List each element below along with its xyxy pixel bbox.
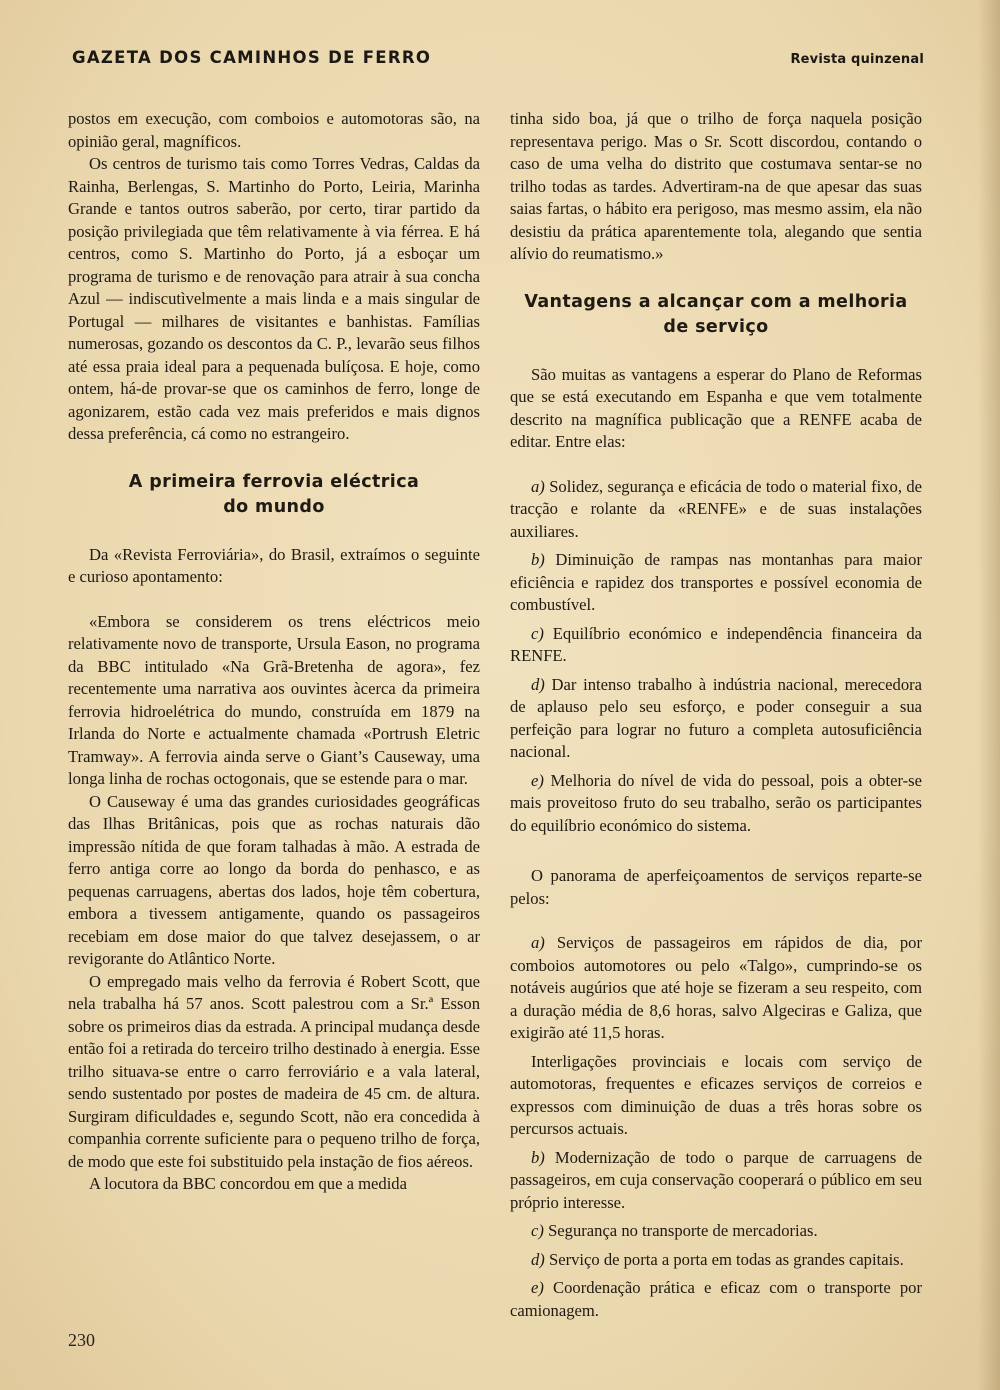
list-text: Interligações provinciais e locais com serviço de automotoras, frequentes e eficazes serviços de correios e expressos com diminuição de duas a três horas sobre os percursos actuais. <box>510 1051 922 1138</box>
section-heading-ferrovia <box>68 470 480 520</box>
list-marker: d) <box>531 1249 545 1269</box>
list-text: Segurança no transporte de mercadorias. <box>548 1221 818 1240</box>
list-marker: e) <box>531 770 544 790</box>
list-marker: c) <box>531 623 544 643</box>
paragraph: São muitas as vantagens a esperar do Plano de Reformas que se está executando em Espanha e que vem totalmente descrito na magnífica publicação que a RENFE acaba de editar. Entre elas: <box>510 364 922 451</box>
heading-line: A primeira ferrovia eléctrica <box>128 471 420 492</box>
list-marker: a) <box>531 933 545 952</box>
list-item <box>510 1277 922 1322</box>
list-marker: b) <box>531 550 545 569</box>
page-number: 230 <box>68 1330 95 1350</box>
list-marker: a) <box>531 476 545 496</box>
list-item <box>510 932 922 1045</box>
list-item <box>510 476 922 544</box>
list-item <box>510 1051 922 1141</box>
list-item <box>510 1220 922 1243</box>
advantages-list <box>510 476 922 838</box>
paragraph: O panorama de aperfeiçoamentos de serviços reparte-se pelos: <box>510 866 922 908</box>
paragraph: A locutora da BBC concordou em que a medida <box>89 1174 407 1193</box>
list-item <box>510 1249 922 1272</box>
heading-line: do mundo <box>223 496 325 517</box>
page-edge-shadow <box>978 0 1000 1390</box>
list-marker: e) <box>531 1278 544 1297</box>
list-text: Diminuição de rampas nas montanhas para maior eficiência e rapidez dos transportes e possível economia de combustível. <box>510 550 922 614</box>
heading-line: Vantagens a alcançar com a melhoria <box>524 291 908 312</box>
paragraph: postos em execução, com comboios e automotoras são, na opinião geral, magníficos. <box>68 109 480 151</box>
services-list <box>510 932 922 1322</box>
list-text: Equilíbrio económico e independência financeira da RENFE. <box>510 623 923 665</box>
list-text: Serviço de porta a porta em todas as grandes capitais. <box>548 1249 904 1269</box>
list-text: Solidez, segurança e eficácia de todo o material fixo, de tracção e rolante da «RENFE» e de suas instalações auxiliares. <box>510 476 923 541</box>
list-item <box>510 770 922 838</box>
list-marker: c) <box>531 1221 544 1240</box>
list-text: Coordenação prática e eficaz com o transporte por camionagem. <box>510 1278 922 1320</box>
paragraph: «Embora se considerem os trens eléctricos meio relativamente novo de transporte, Ursula Eason, no programa da BBC intitulado «Na Grã-Bretenha de agora», fez recentemente uma narrativa aos ouvintes àcerca da primeira ferrovia hidroelétrica do mundo, construída em 1879 na Irlanda do Norte e actualmente chamada «Portrush Eletric Tramway». A ferrovia ainda serve o Giant’s Causeway, uma longa linha de rochas octogonais, que se estende para o mar. <box>68 611 480 788</box>
paragraph: tinha sido boa, já que o trilho de força naquela posição representava perigo. Mas o Sr. Scott discordou, contando o caso de uma velha do distrito que costumava sentar-se no trilho todas as tardes. Advertiram-na de que apesar das suas saias fartas, o hábito era perigoso, mas mesmo assim, ela não desistiu da prática aparentemente tola, alegando que sentia alívio do reumatismo.» <box>510 109 922 263</box>
paragraph: O Causeway é uma das grandes curiosidades geográficas das Ilhas Britânicas, pois que as rochas naturais dão impressão nítida de que foram talhadas à mão. A estrada de ferro antiga corre ao longo da borda do penhasco, e as pequenas carruagens, abertas dos lados, hoje têm cobertura, embora a tivessem antigamente, quando os passageiros recebiam em dose maior do que talvez desejassem, o ar revigorante do Atlântico Norte. <box>68 791 480 968</box>
page-header <box>72 48 924 67</box>
section-heading-vantagens <box>510 290 922 340</box>
list-item <box>510 1147 922 1215</box>
list-text: Serviços de passageiros em rápidos de dia, por comboios automotores ou pelo «Talgo», cumprindo-se os notáveis augúrios que até hoje se fizeram a seu respeito, com a duração média de 8,6 horas, salvo Algeciras e Galiza, que exigirão até 11,5 horas. <box>510 933 922 1042</box>
list-item <box>510 623 922 668</box>
list-item <box>510 549 922 617</box>
paragraph: Os centros de turismo tais como Torres Vedras, Caldas da Rainha, Berlengas, S. Martinho do Porto, Leiria, Marinha Grande e tantos outros saberão, por certo, tirar partido da posição privilegiada que têm relativamente à via férrea. E há centros, como S. Martinho do Porto, já a esboçar um programa de turismo e de renovação para atrair à sua concha Azul — indiscutìvelmente a mais linda e a mais singular de Portugal — milhares de visitantes e banhistas. Famílias numerosas, gozando os descontos da C. P., levarão seus filhos até essa praia ideal para a pequenada bulíçosa. E hoje, como ontem, há-de provar-se que os caminhos de ferro, longe de agonizarem, estão cada vez mais preferidos e mais dignos dessa preferência, cá como no estrangeiro. <box>68 154 480 443</box>
list-text: Modernização de todo o parque de carruagens de passageiros, em cuja conservação cooperará o público em seu próprio interesse. <box>510 1147 922 1212</box>
list-text: Melhoria do nível de vida do pessoal, pois a obter-se mais proveitoso fruto do seu trabalho, serão os participantes do equilíbrio económico do sistema. <box>510 770 922 835</box>
journal-subtitle: Revista quinzenal <box>790 52 924 67</box>
list-item <box>510 674 922 764</box>
paragraph: O empregado mais velho da ferrovia é Robert Scott, que nela trabalha há 57 anos. Scott palestrou com a Sr.ª Esson sobre os primeiros dias da estrada. A principal mudança desde então foi a retirada do terceiro trilho destinado à energia. Esse trilho situava-se entre o carro ferroviário e a vala lateral, sendo sustentado por postes de madeira de 45 cm. de altura. Surgiram dificuldades e, segundo Scott, não era concedida à companhia corrente suficiente para o pequeno trilho de força, de modo que este foi substituido pela instação de fios aéreos. <box>68 971 480 1171</box>
left-column <box>68 108 480 1196</box>
heading-line: de serviço <box>663 316 769 337</box>
list-marker: b) <box>531 1147 545 1167</box>
paragraph: Da «Revista Ferroviária», do Brasil, extraímos o seguinte e curioso apontamento: <box>68 544 480 586</box>
list-text: Dar intenso trabalho à indústria nacional, merecedora de aplauso pelo seu esforço, e poder conseguir a sua perfeição para lograr no futuro a completa autosuficiência nacional. <box>510 674 923 761</box>
right-column <box>510 108 922 1328</box>
journal-title: GAZETA DOS CAMINHOS DE FERRO <box>72 48 432 67</box>
list-marker: d) <box>531 674 545 694</box>
